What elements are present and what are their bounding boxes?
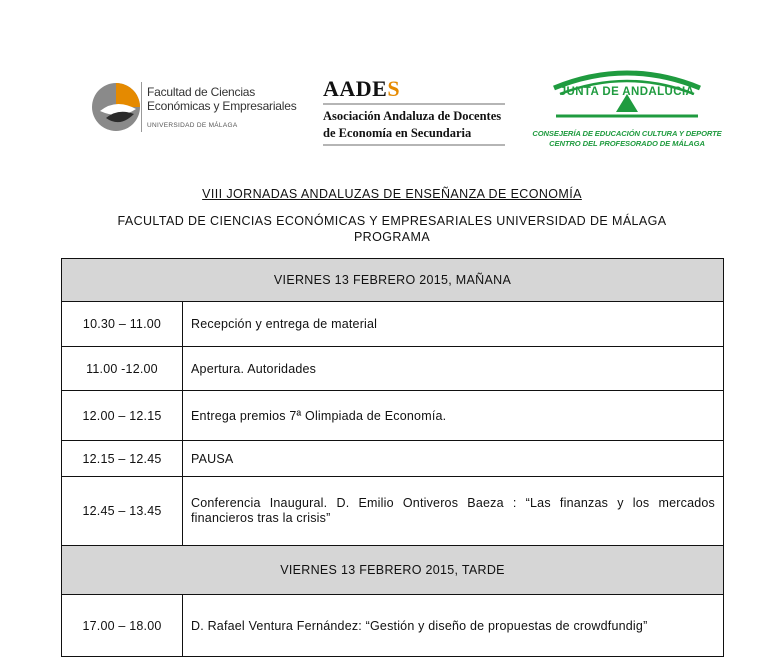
facultad-emblem-icon [90, 78, 142, 136]
table-row [62, 595, 724, 657]
section-header-afternoon [62, 546, 724, 595]
venue-title: FACULTAD DE CIENCIAS ECONÓMICAS Y EMPRESARIALES UNIVERSIDAD DE MÁLAGA [117, 214, 667, 228]
section-header-morning [62, 259, 724, 302]
time-cell: 12.15 – 12.45 [62, 441, 183, 477]
activity-cell: PAUSA [183, 441, 724, 477]
aades-rule-top [323, 103, 505, 105]
activity-cell: Apertura. Autoridades [183, 347, 724, 391]
aades-rule-bottom [323, 144, 505, 146]
time-cell: 11.00 -12.00 [62, 347, 183, 391]
facultad-divider [141, 82, 142, 132]
facultad-logo [90, 78, 305, 136]
table-row [62, 441, 724, 477]
activity-cell: D. Rafael Ventura Fernández: “Gestión y diseño de propuestas de crowdfundig” [183, 595, 724, 657]
aades-title-part2: S [387, 76, 401, 101]
aades-subtitle-line1: Asociación Andaluza de Docentes [323, 109, 502, 123]
time-cell: 17.00 – 18.00 [62, 595, 183, 657]
activity-cell: Conferencia Inaugural. D. Emilio Ontiveros Baeza : “Las finanzas y los mercados financieros tras la crisis” [183, 477, 724, 546]
junta-consejeria: CONSEJERÍA DE EDUCACIÓN CULTURA Y DEPORTE [532, 129, 722, 138]
aades-title [323, 76, 400, 102]
facultad-name [147, 85, 297, 113]
junta-logo [516, 64, 738, 154]
activity-cell: Entrega premios 7ª Olimpiada de Economía. [183, 391, 724, 441]
facultad-name-line1: Facultad de Ciencias [147, 85, 256, 99]
program-title: PROGRAMA [353, 230, 431, 244]
junta-centro: CENTRO DEL PROFESORADO DE MÁLAGA [549, 139, 705, 148]
facultad-name-line2: Económicas y Empresariales [147, 99, 297, 113]
event-title-text: VIII JORNADAS ANDALUZAS DE ENSEÑANZA DE ECONOMÍA [202, 187, 582, 201]
table-row [62, 477, 724, 546]
junta-name: JUNTA DE ANDALUCIA [559, 86, 695, 98]
aades-title-part1: AADE [323, 76, 388, 101]
section-heading: VIERNES 13 FEBRERO 2015, MAÑANA [62, 259, 724, 302]
time-cell: 12.45 – 13.45 [62, 477, 183, 546]
event-title [0, 187, 784, 201]
table-row [62, 347, 724, 391]
table-row [62, 302, 724, 347]
facultad-university: UNIVERSIDAD DE MÁLAGA [147, 122, 238, 129]
time-cell: 12.00 – 12.15 [62, 391, 183, 441]
section-heading: VIERNES 13 FEBRERO 2015, TARDE [62, 546, 724, 595]
time-cell: 10.30 – 11.00 [62, 302, 183, 347]
table-row [62, 391, 724, 441]
aades-logo [320, 74, 505, 149]
aades-subtitle-line2: de Economía en Secundaria [323, 126, 472, 140]
aades-subtitle [323, 108, 501, 142]
activity-cell: Recepción y entrega de material [183, 302, 724, 347]
schedule-table [61, 258, 724, 657]
